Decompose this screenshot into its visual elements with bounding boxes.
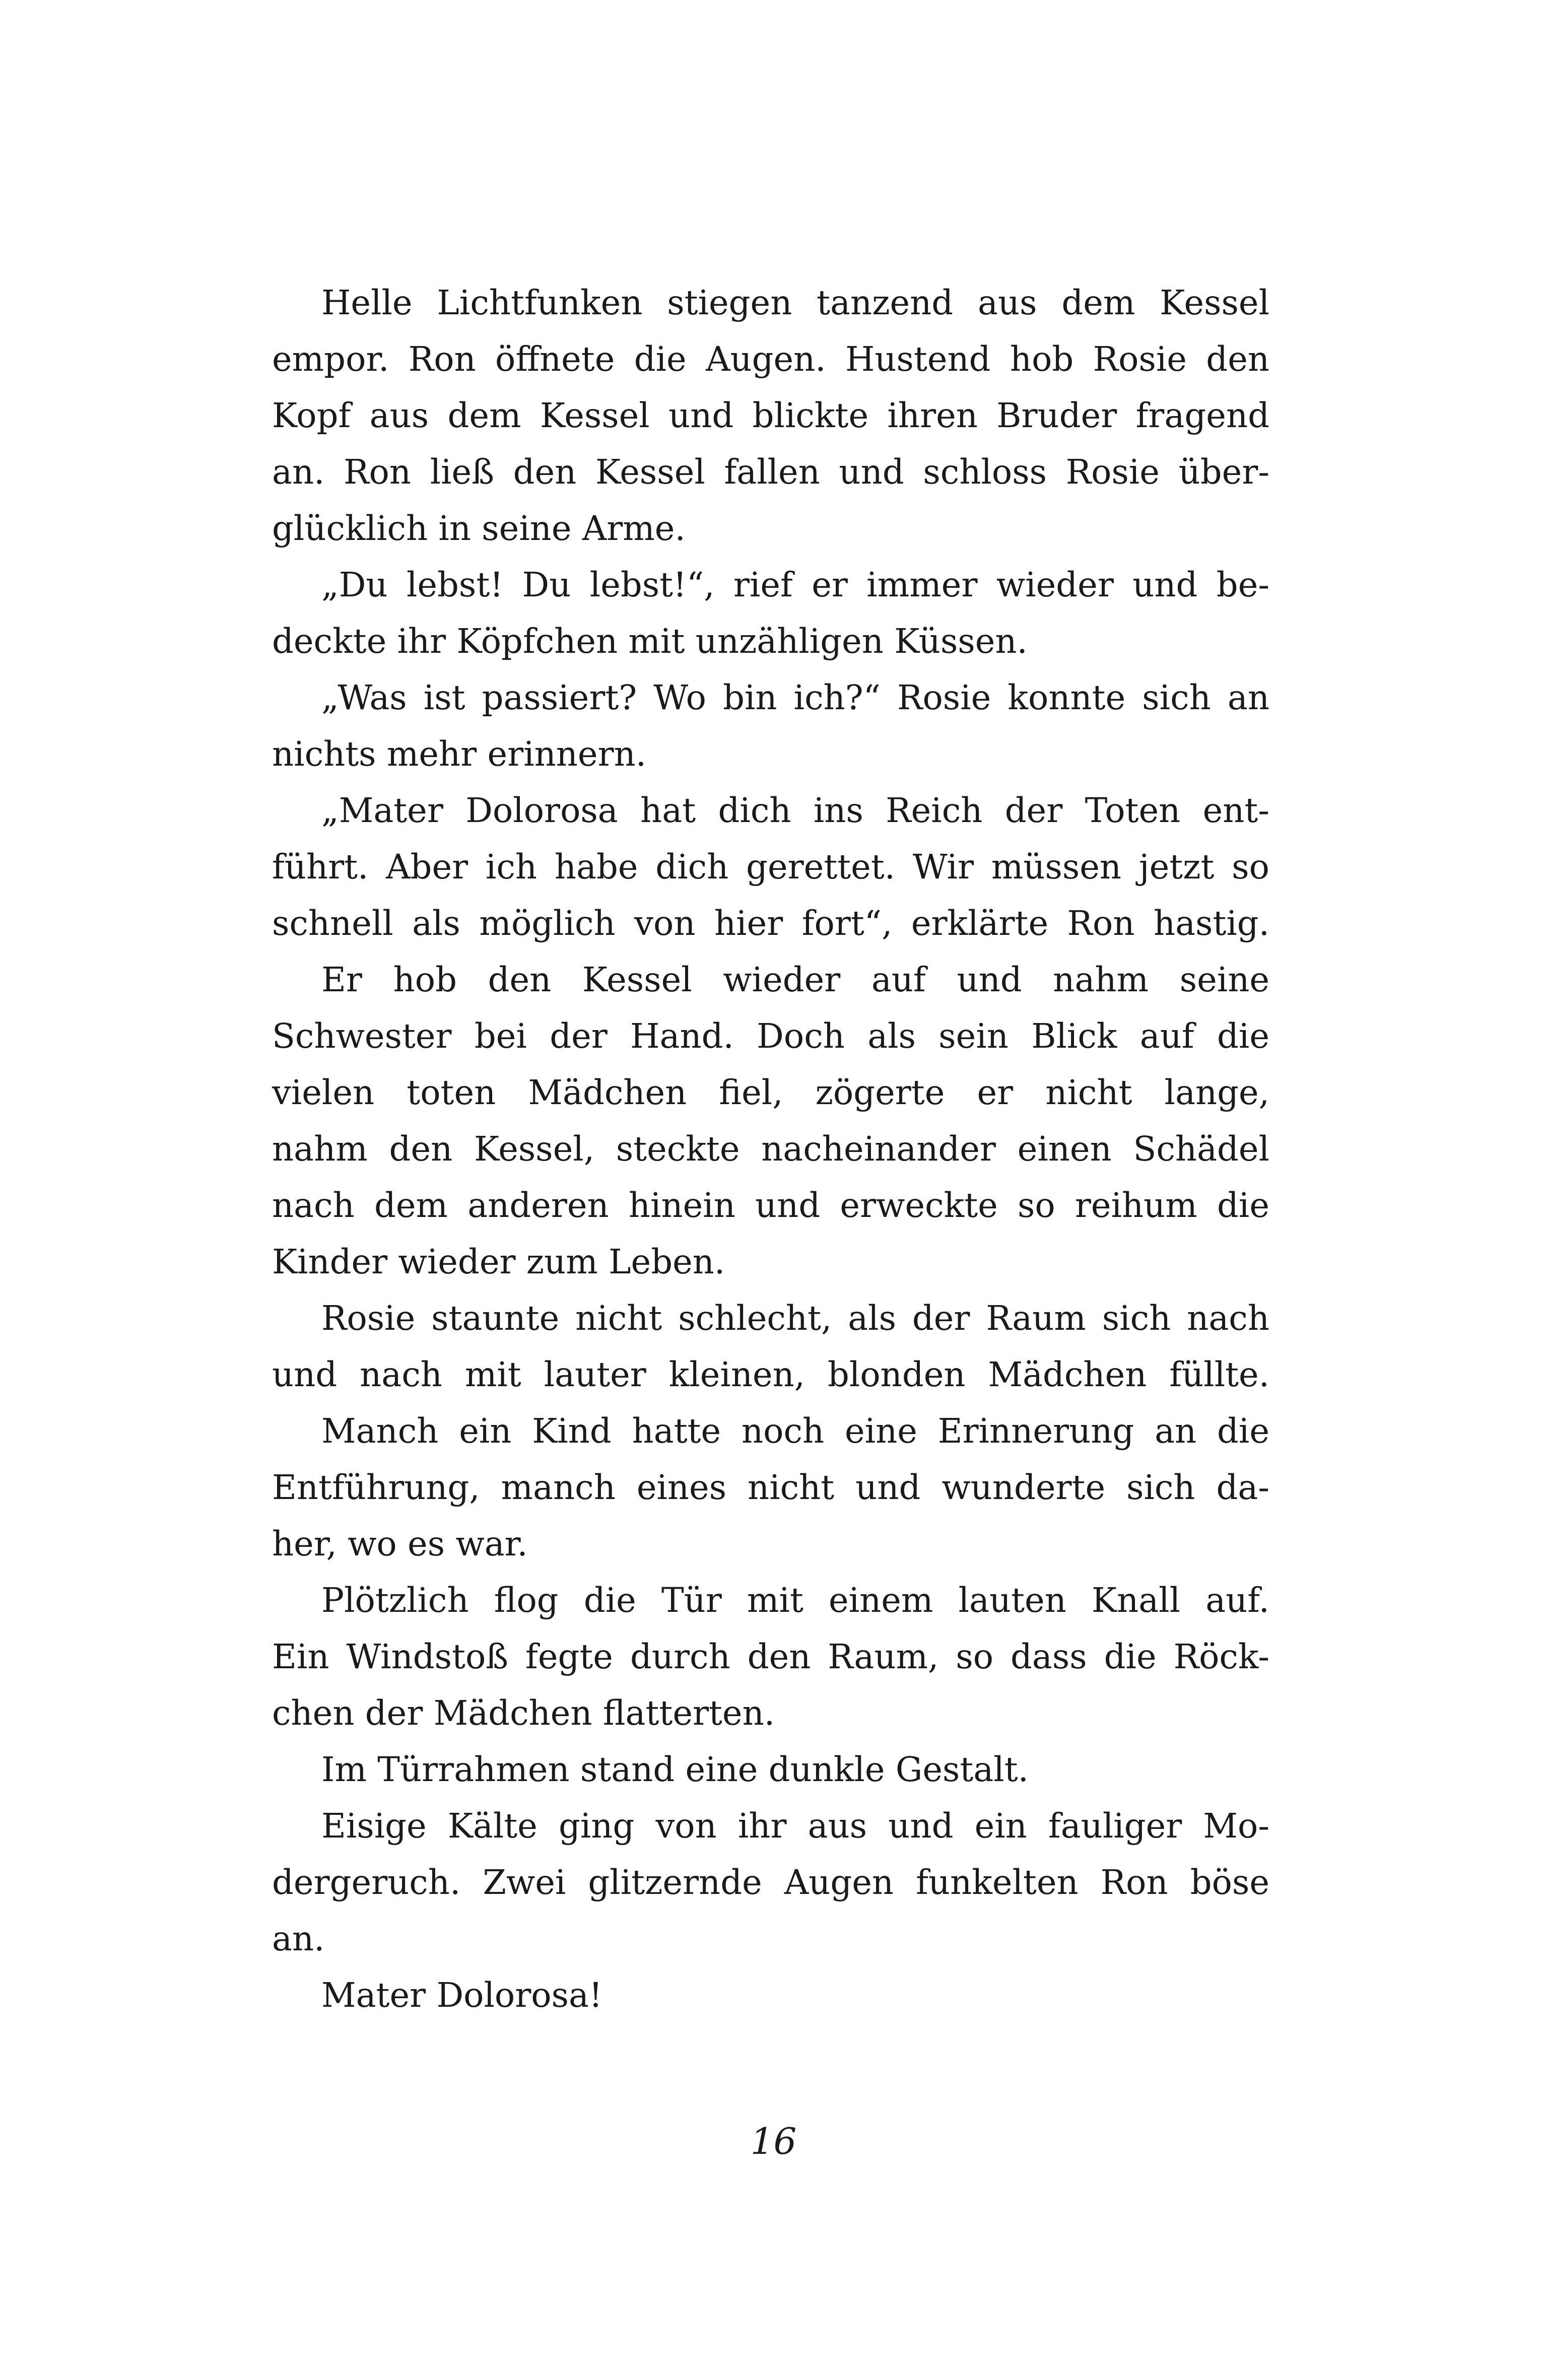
text-line: an. bbox=[272, 1919, 325, 1958]
text-line: her, wo es war. bbox=[272, 1524, 528, 1563]
body-text bbox=[272, 275, 1269, 2023]
text-line: nach dem anderen hinein und erweckte so reihum die bbox=[272, 1186, 1269, 1225]
page-number: 16 bbox=[750, 2120, 797, 2162]
text-line: Kopf aus dem Kessel und blickte ihren Bruder fragend bbox=[272, 396, 1269, 435]
text-line: dergeruch. Zwei glitzernde Augen funkelten Ron böse bbox=[272, 1863, 1269, 1902]
text-line: an. Ron ließ den Kessel fallen und schloss Rosie über- bbox=[272, 452, 1269, 492]
text-line: Eisige Kälte ging von ihr aus und ein fauliger Mo- bbox=[321, 1806, 1269, 1846]
text-line: Kinder wieder zum Leben. bbox=[272, 1242, 725, 1281]
text-line: „Was ist passiert? Wo bin ich?“ Rosie konnte sich an bbox=[321, 678, 1269, 717]
text-line: deckte ihr Köpfchen mit unzähligen Küssen. bbox=[272, 622, 1028, 661]
text-line: chen der Mädchen flatterten. bbox=[272, 1693, 775, 1733]
text-line: Entführung, manch eines nicht und wunderte sich da- bbox=[272, 1468, 1269, 1507]
text-line: Rosie staunte nicht schlecht, als der Raum sich nach bbox=[321, 1299, 1269, 1338]
text-line: Er hob den Kessel wieder auf und nahm seine bbox=[321, 960, 1269, 999]
text-line: nichts mehr erinnern. bbox=[272, 734, 647, 774]
text-line: „Mater Dolorosa hat dich ins Reich der Toten ent- bbox=[321, 791, 1269, 830]
text-line: und nach mit lauter kleinen, blonden Mädchen füllte. bbox=[272, 1355, 1269, 1394]
text-line: „Du lebst! Du lebst!“, rief er immer wieder und be- bbox=[321, 565, 1269, 604]
text-line: Im Türrahmen stand eine dunkle Gestalt. bbox=[321, 1750, 1029, 1789]
text-line: Ein Windstoß fegte durch den Raum, so dass die Röck- bbox=[272, 1637, 1269, 1676]
text-line: nahm den Kessel, steckte nacheinander einen Schädel bbox=[272, 1129, 1269, 1169]
text-line: führt. Aber ich habe dich gerettet. Wir müssen jetzt so bbox=[272, 847, 1269, 887]
text-line: Mater Dolorosa! bbox=[321, 1976, 602, 2015]
text-line: Manch ein Kind hatte noch eine Erinnerung an die bbox=[321, 1411, 1269, 1451]
text-line: schnell als möglich von hier fort“, erklärte Ron hastig. bbox=[272, 904, 1269, 943]
text-line: empor. Ron öffnete die Augen. Hustend hob Rosie den bbox=[272, 339, 1269, 379]
text-line: vielen toten Mädchen fiel, zögerte er nicht lange, bbox=[272, 1073, 1269, 1112]
text-line: glücklich in seine Arme. bbox=[272, 509, 686, 548]
text-line: Schwester bei der Hand. Doch als sein Blick auf die bbox=[272, 1016, 1269, 1056]
text-line: Plötzlich flog die Tür mit einem lauten Knall auf. bbox=[321, 1581, 1269, 1620]
text-line: Helle Lichtfunken stiegen tanzend aus dem Kessel bbox=[321, 283, 1269, 322]
